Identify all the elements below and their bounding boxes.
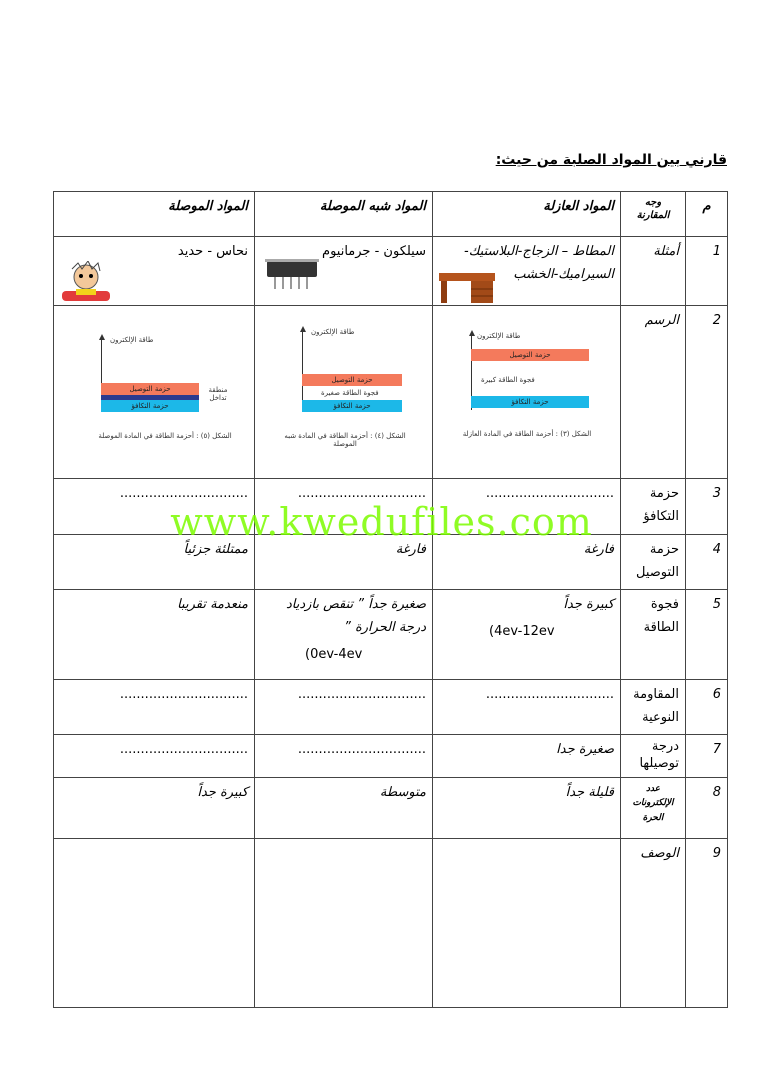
cell-semi-diagram [255, 306, 433, 479]
table-row [54, 680, 728, 735]
header-semiconductors: المواد شبه الموصلة [255, 192, 433, 237]
table-row [54, 237, 728, 306]
row-aspect: حزمة التكافؤ [621, 479, 686, 535]
cell-semiconductors: ............................... [255, 735, 433, 778]
insulator-band-diagram [439, 310, 614, 470]
cell-conductors: ............................... [54, 479, 255, 535]
cell-insulators: ............................... [433, 479, 621, 535]
row-number: 4 [686, 535, 728, 590]
row-number: 5 [686, 590, 728, 680]
cell-insulators: صغيرة جدا [433, 735, 621, 778]
row-number: 1 [686, 237, 728, 306]
conduction-band: حزمة التوصيل [101, 383, 199, 395]
table-row [54, 777, 728, 838]
semi-band-diagram [261, 310, 426, 470]
conduction-band: حزمة التوصيل [471, 349, 589, 361]
row-number: 8 [686, 777, 728, 838]
row-number: 3 [686, 479, 728, 535]
table-row [54, 735, 728, 778]
table-row [54, 838, 728, 1007]
row-number: 9 [686, 838, 728, 1007]
row-number: 7 [686, 735, 728, 778]
cell-semiconductors: ............................... [255, 479, 433, 535]
cell-insulator-diagram [433, 306, 621, 479]
cell-conductors [54, 838, 255, 1007]
header-aspect: وجه المقارنة [621, 192, 686, 237]
cell-semiconductors [255, 237, 433, 306]
row-aspect: درجة توصيلها [621, 735, 686, 778]
table-row [54, 590, 728, 680]
valence-band: حزمة التكافؤ [101, 400, 199, 412]
watermark: www.kwedufiles.com [170, 500, 593, 544]
cell-conductors: ممتلئة جزئياً [54, 535, 255, 590]
figure-caption: الشكل (٥) : أحزمة الطاقة في المادة الموصلة [98, 432, 232, 440]
row-aspect: المقاومة النوعية [621, 680, 686, 735]
energy-axis [302, 330, 303, 410]
header-num: م [686, 192, 728, 237]
figure-caption: الشكل (٤) : أحزمة الطاقة في المادة شبه الموصلة [284, 432, 406, 449]
cell-insulators: فارغة [433, 535, 621, 590]
row-number: 2 [686, 306, 728, 479]
row-number: 6 [686, 680, 728, 735]
axis-label: طاقة الإلكترون [477, 332, 521, 340]
header-conductors: المواد الموصلة [54, 192, 255, 237]
cell-conductors: ............................... [54, 735, 255, 778]
gap-label: فجوة الطاقة كبيرة [481, 376, 535, 384]
cell-semiconductors: متوسطة [255, 777, 433, 838]
cell-text: نحاس - حديد [177, 244, 248, 259]
arrow-icon [469, 330, 475, 336]
arrow-icon [99, 334, 105, 340]
axis-label: طاقة الإلكترون [311, 328, 355, 336]
overlap-label: منطقة تداخل [208, 386, 228, 403]
cell-semiconductors: فارغة [255, 535, 433, 590]
axis-label: طاقة الإلكترون [110, 336, 154, 344]
table-row [54, 306, 728, 479]
valence-band: حزمة التكافؤ [302, 400, 402, 412]
energy-range: (0ev-4ev [305, 646, 363, 662]
cell-semiconductors [255, 590, 433, 680]
cell-semiconductors [255, 838, 433, 1007]
cell-text: صغيرة جداً ” تنقص بازدياد درجة الحرارة ” [285, 597, 426, 635]
desk-image [437, 265, 497, 305]
cell-insulators [433, 237, 621, 306]
row-aspect: حزمة التوصيل [621, 535, 686, 590]
table-header-row [54, 192, 728, 237]
cartoon-image [58, 261, 114, 303]
row-aspect: فجوة الطاقة [621, 590, 686, 680]
row-aspect: الرسم [621, 306, 686, 479]
header-insulators: المواد العازلة [433, 192, 621, 237]
cell-semiconductors: ............................... [255, 680, 433, 735]
row-aspect: عدد الإلكترونات الحرة [621, 777, 686, 838]
cell-insulators: ............................... [433, 680, 621, 735]
cell-insulators [433, 590, 621, 680]
cell-conductors: منعدمة تقريبا [54, 590, 255, 680]
cell-conductor-diagram [54, 306, 255, 479]
transistor-image [263, 257, 323, 297]
page-title: قارني بين المواد الصلبة من حيث: [495, 152, 727, 168]
conduction-band: حزمة التوصيل [302, 374, 402, 386]
gap-label: فجوة الطاقة صغيرة [321, 389, 379, 397]
cell-insulators: قليلة جداً [433, 777, 621, 838]
row-aspect: الوصف [621, 838, 686, 1007]
cell-conductors: كبيرة جداً [54, 777, 255, 838]
cell-text: سيلكون - جرمانيوم [322, 244, 426, 259]
comparison-table [53, 191, 728, 1008]
valence-band: حزمة التكافؤ [471, 396, 589, 408]
arrow-icon [300, 326, 306, 332]
row-aspect: أمثلة [621, 237, 686, 306]
cell-conductors [54, 237, 255, 306]
conductor-band-diagram [60, 310, 248, 470]
figure-caption: الشكل (٣) : أحزمة الطاقة في المادة العازلة [462, 430, 592, 438]
cell-text: المطاط – الزجاج-البلاستيك-السيراميك-الخشب [464, 244, 614, 282]
cell-insulators [433, 838, 621, 1007]
energy-range: (4ev-12ev [489, 623, 555, 639]
cell-conductors: ............................... [54, 680, 255, 735]
cell-text: كبيرة جداً [563, 597, 614, 612]
